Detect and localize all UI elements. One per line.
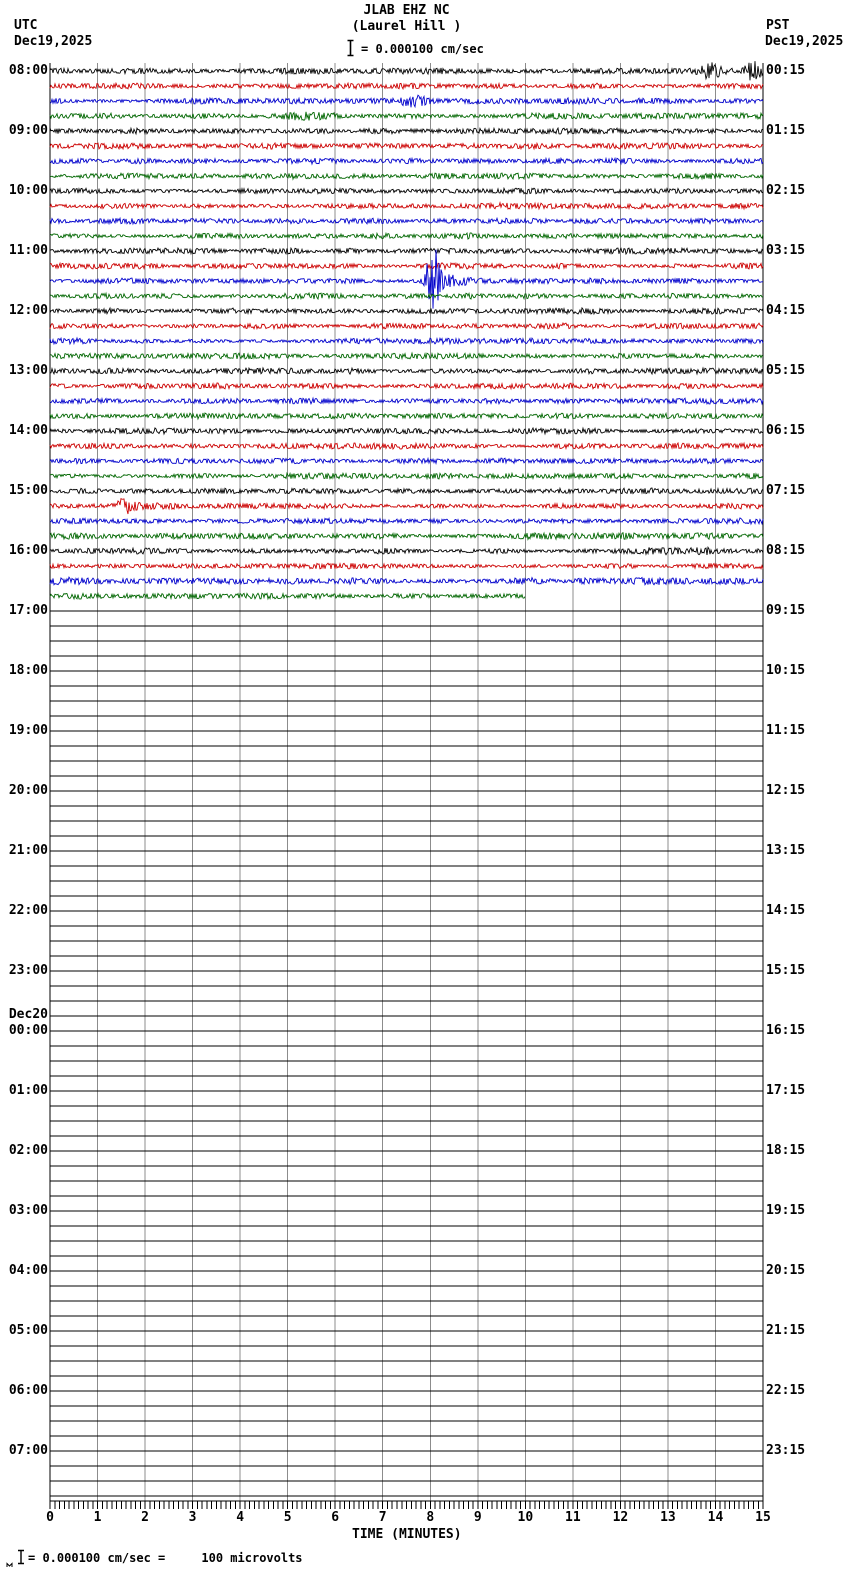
- utc-hour-label: 02:00: [8, 1143, 48, 1158]
- trace-row: [50, 128, 763, 134]
- x-axis-tick-label: 6: [331, 1510, 340, 1525]
- pst-hour-label: 07:15: [766, 483, 806, 498]
- trace-row: [50, 547, 763, 555]
- x-axis-tick-label: 5: [283, 1510, 292, 1525]
- x-axis-tick-label: 3: [188, 1510, 197, 1525]
- pst-hour-label: 03:15: [766, 243, 806, 258]
- x-axis-tick-label: 10: [517, 1510, 534, 1525]
- trace-row: [50, 563, 763, 569]
- x-axis-tick-label: 4: [236, 1510, 245, 1525]
- pst-hour-label: 20:15: [766, 1263, 806, 1278]
- trace-row: [50, 308, 763, 314]
- trace-row: [50, 112, 763, 121]
- trace-row: [50, 263, 763, 269]
- x-axis-tick-label: 2: [141, 1510, 149, 1525]
- pst-hour-label: 09:15: [766, 603, 806, 618]
- trace-row: [50, 83, 763, 89]
- pst-hour-label: 06:15: [766, 423, 806, 438]
- utc-hour-label: 16:00: [8, 543, 48, 558]
- pst-hour-label: 11:15: [766, 723, 806, 738]
- trace-row: [50, 413, 763, 419]
- trace-row: [50, 577, 763, 585]
- utc-hour-label: 12:00: [8, 303, 48, 318]
- trace-row: [50, 338, 763, 344]
- pst-hour-label: 10:15: [766, 663, 806, 678]
- footnote-scale-bar-icon: [17, 1549, 25, 1565]
- x-axis-tick-label: 13: [660, 1510, 676, 1525]
- pst-hour-label: 22:15: [766, 1383, 806, 1398]
- trace-row: [50, 203, 763, 209]
- trace-row: [50, 188, 763, 194]
- trace-row: [50, 233, 763, 239]
- utc-hour-label: 13:00: [8, 363, 48, 378]
- trace-row: [50, 368, 763, 374]
- pst-hour-label: 21:15: [766, 1323, 806, 1338]
- trace-row: [50, 173, 763, 179]
- trace-row: [50, 533, 763, 540]
- x-axis-tick-label: 7: [378, 1510, 387, 1525]
- trace-row: [50, 518, 763, 524]
- utc-hour-label: 20:00: [8, 783, 48, 798]
- trace-row: [50, 488, 763, 494]
- pst-hour-label: 04:15: [766, 303, 806, 318]
- pst-hour-label: 02:15: [766, 183, 806, 198]
- trace-row: [50, 383, 763, 389]
- trace-row: [50, 218, 763, 224]
- trace-row: [50, 250, 763, 309]
- utc-hour-label: 08:00: [8, 63, 48, 78]
- trace-row: [50, 428, 763, 434]
- pst-hour-label: 12:15: [766, 783, 806, 798]
- utc-hour-label: 00:00: [8, 1023, 48, 1038]
- utc-hour-label: 19:00: [8, 723, 48, 738]
- utc-hour-label: 22:00: [8, 903, 48, 918]
- utc-hour-label: 01:00: [8, 1083, 48, 1098]
- pst-hour-label: 00:15: [766, 63, 806, 78]
- x-axis-title: TIME (MINUTES): [352, 1527, 462, 1542]
- pst-hour-label: 17:15: [766, 1083, 806, 1098]
- trace-row: [50, 398, 763, 404]
- x-axis-tick-label: 1: [93, 1510, 102, 1525]
- utc-hour-label: 04:00: [8, 1263, 48, 1278]
- x-axis-tick-label: 9: [473, 1510, 482, 1525]
- utc-timezone-label: UTC: [14, 18, 38, 33]
- utc-hour-label: 03:00: [8, 1203, 48, 1218]
- station-title: JLAB EHZ NC: [363, 3, 450, 18]
- trace-row: [50, 248, 763, 254]
- utc-hour-label: 07:00: [8, 1443, 48, 1458]
- pst-hour-label: 05:15: [766, 363, 806, 378]
- trace-row: [50, 458, 763, 464]
- scale-label: = 0.000100 cm/sec: [361, 42, 484, 56]
- footnote-marker-icon: [6, 1549, 14, 1568]
- pst-hour-label: 14:15: [766, 903, 806, 918]
- utc-hour-label: 09:00: [8, 123, 48, 138]
- pst-hour-label: 16:15: [766, 1023, 806, 1038]
- utc-hour-label: 17:00: [8, 603, 48, 618]
- pst-hour-label: 08:15: [766, 543, 806, 558]
- trace-row: [50, 353, 763, 359]
- trace-row: [50, 158, 763, 164]
- utc-hour-label: 15:00: [8, 483, 48, 498]
- utc-hour-label: 11:00: [8, 243, 48, 258]
- x-axis-tick-label: 14: [707, 1510, 724, 1525]
- x-axis-tick-label: 0: [46, 1510, 54, 1525]
- pst-timezone-label: PST: [766, 18, 790, 33]
- trace-row: [50, 499, 763, 514]
- trace-row: [50, 61, 763, 80]
- pst-hour-label: 18:15: [766, 1143, 806, 1158]
- pst-hour-label: 15:15: [766, 963, 806, 978]
- utc-date-rollover-label: Dec20: [8, 1007, 48, 1022]
- pst-hour-label: 19:15: [766, 1203, 806, 1218]
- utc-hour-label: 14:00: [8, 423, 48, 438]
- trace-row: [50, 473, 763, 479]
- trace-row: [50, 143, 763, 149]
- utc-hour-label: 05:00: [8, 1323, 48, 1338]
- footnote-scale-text: = 0.000100 cm/sec = 100 microvolts: [28, 1551, 303, 1565]
- utc-hour-label: 23:00: [8, 963, 48, 978]
- utc-hour-label: 21:00: [8, 843, 48, 858]
- utc-hour-label: 18:00: [8, 663, 48, 678]
- pst-hour-label: 23:15: [766, 1443, 806, 1458]
- trace-row: [50, 293, 763, 299]
- trace-row: [50, 323, 763, 329]
- x-axis-tick-label: 8: [426, 1510, 435, 1525]
- trace-row: [50, 95, 763, 107]
- utc-hour-label: 06:00: [8, 1383, 48, 1398]
- utc-date-label: Dec19,2025: [14, 34, 93, 49]
- pst-hour-label: 13:15: [766, 843, 806, 858]
- station-subtitle: (Laurel Hill ): [351, 19, 462, 34]
- utc-hour-label: 10:00: [8, 183, 48, 198]
- pst-date-label: Dec19,2025: [765, 34, 844, 49]
- x-axis-tick-label: 15: [755, 1510, 771, 1525]
- trace-row: [50, 443, 763, 449]
- pst-hour-label: 01:15: [766, 123, 806, 138]
- x-axis-tick-label: 11: [565, 1510, 581, 1525]
- x-axis-tick-label: 12: [612, 1510, 629, 1525]
